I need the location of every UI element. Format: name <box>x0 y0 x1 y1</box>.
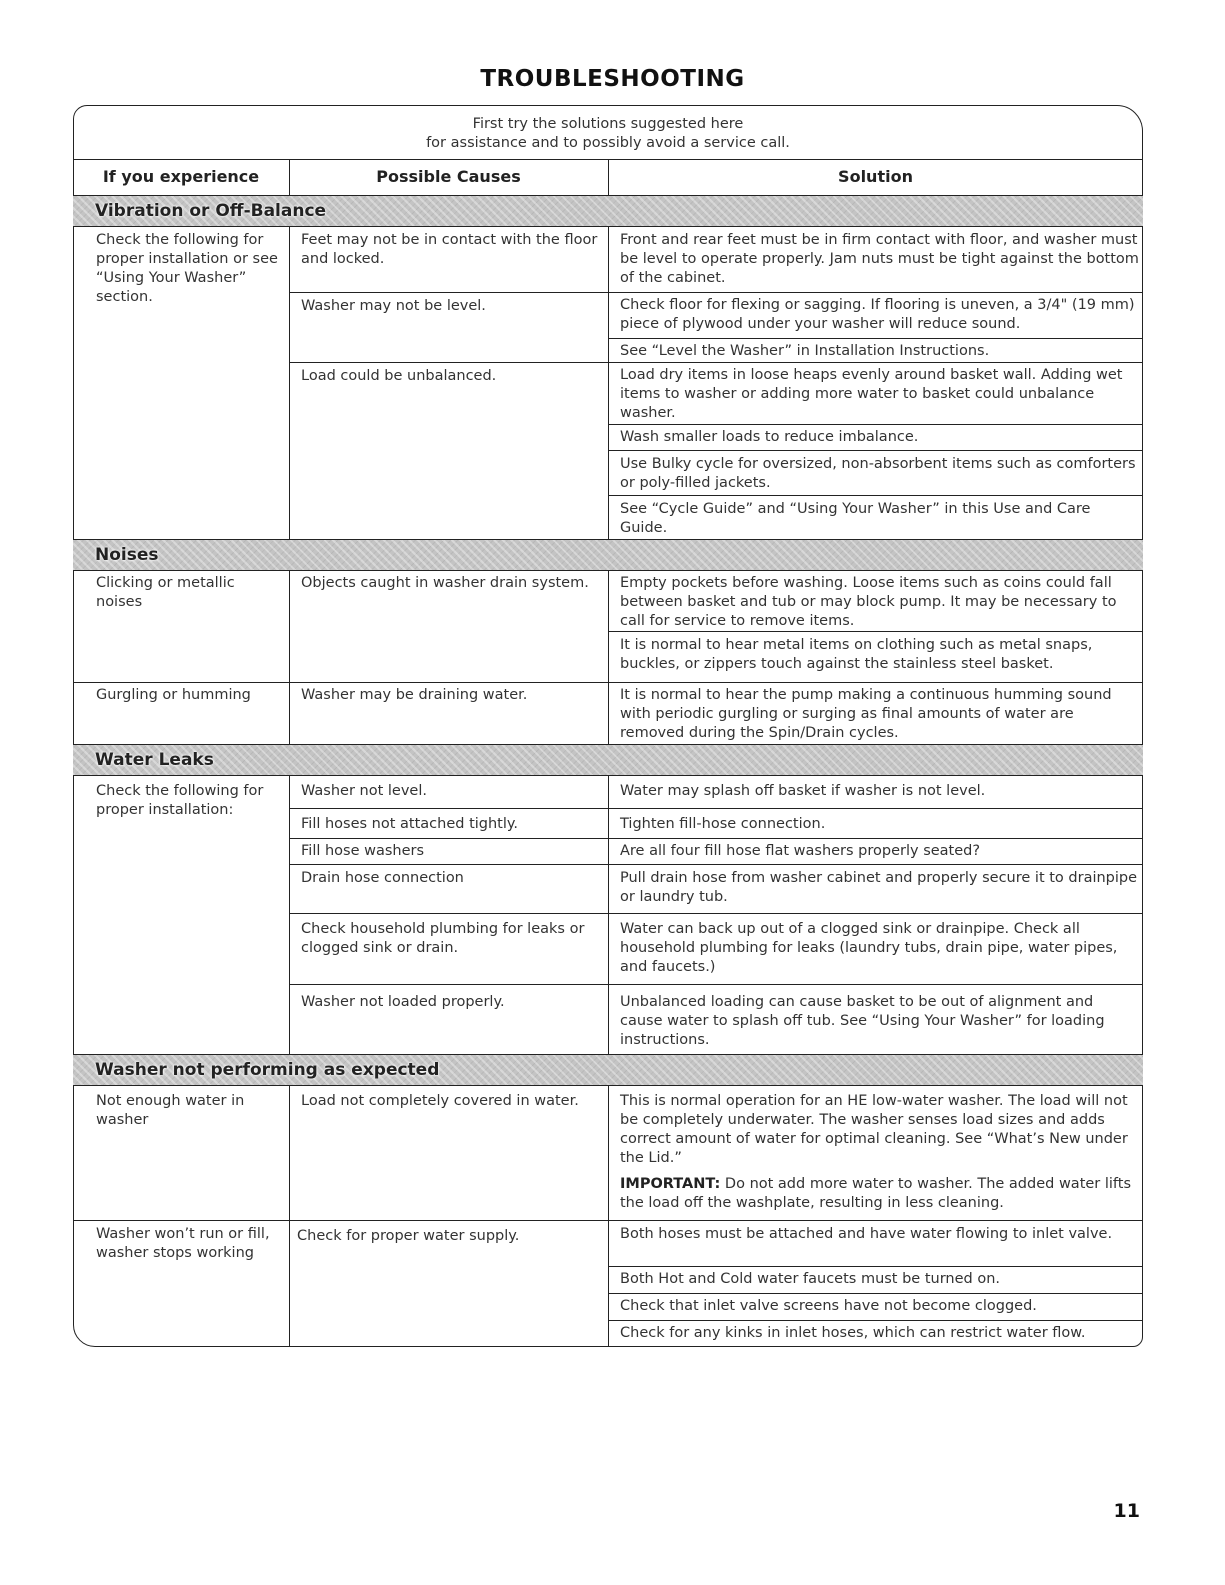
solution-text: This is normal operation for an HE low-water washer. The load will not be completely underwater. The washer senses load sizes and adds correct amount of water for optimal cleaning. See “What’s New under the Lid.” <box>620 1093 1128 1166</box>
col-divider <box>289 1086 290 1347</box>
solution-text: Check floor for flexing or sagging. If flooring is uneven, a 3/4" (19 mm) piece of plywood under your washer will reduce sound. <box>620 297 1135 332</box>
solution-text: See “Cycle Guide” and “Using Your Washer” in this Use and Care Guide. <box>620 501 1091 536</box>
col-divider <box>608 776 609 1054</box>
row-rule <box>608 338 1143 339</box>
experience-text: Check the following for proper installation or see “Using Your Washer” section. <box>96 232 278 305</box>
experience-text: Washer won’t run or fill, washer stops working <box>96 1226 270 1261</box>
cause-text: Fill hose washers <box>301 843 425 859</box>
col-divider <box>289 571 290 744</box>
page-number: 11 <box>1113 1500 1140 1522</box>
col-divider <box>289 159 290 195</box>
cause-text: Drain hose connection <box>301 870 464 886</box>
section-band-leaks <box>73 744 1143 776</box>
solution-text: Wash smaller loads to reduce imbalance. <box>620 429 919 445</box>
solution-text: Are all four fill hose flat washers properly seated? <box>620 843 981 859</box>
important-note <box>620 1175 1140 1213</box>
intro-text <box>73 115 1143 153</box>
row-rule <box>289 808 1143 809</box>
header-solution: Solution <box>838 167 913 186</box>
cause-text: Check for proper water supply. <box>297 1228 520 1244</box>
solution-text: Both Hot and Cold water faucets must be turned on. <box>620 1271 1001 1287</box>
row-rule <box>608 1266 1143 1267</box>
section-band-vibration <box>73 195 1143 227</box>
cause-text: Washer may be draining water. <box>301 687 528 703</box>
row-rule <box>608 450 1143 451</box>
cause-text: Washer not level. <box>301 783 427 799</box>
col-divider <box>608 1086 609 1347</box>
col-divider <box>289 227 290 539</box>
experience-text: Not enough water in washer <box>96 1093 245 1128</box>
solution-text: It is normal to hear the pump making a continuous humming sound with periodic gurgling or surging as final amounts of water are removed during the Spin/Drain cycles. <box>620 687 1112 741</box>
col-divider <box>289 776 290 1054</box>
cause-text: Load could be unbalanced. <box>301 368 497 384</box>
intro-line-1: First try the solutions suggested here <box>472 116 744 132</box>
solution-text: Water can back up out of a clogged sink or drainpipe. Check all household plumbing for leaks (laundry tubs, drain pipe, water pipes, and faucets.) <box>620 921 1118 975</box>
experience-text: Check the following for proper installation: <box>96 783 264 818</box>
solution-text: Check for any kinks in inlet hoses, which can restrict water flow. <box>620 1325 1086 1341</box>
cause-text: Washer not loaded properly. <box>301 994 505 1010</box>
solution-text: Tighten fill-hose connection. <box>620 816 826 832</box>
section-band-noises <box>73 539 1143 571</box>
experience-text: Clicking or metallic noises <box>96 575 235 610</box>
section-title: Water Leaks <box>95 750 214 770</box>
section-title: Vibration or Off-Balance <box>95 201 327 221</box>
solution-text: Pull drain hose from washer cabinet and properly secure it to drainpipe or laundry tub. <box>620 870 1138 905</box>
row-rule <box>289 984 1143 985</box>
row-rule <box>608 1293 1143 1294</box>
cause-text: Fill hoses not attached tightly. <box>301 816 519 832</box>
solution-text: Check that inlet valve screens have not become clogged. <box>620 1298 1037 1314</box>
cause-text: Load not completely covered in water. <box>301 1093 579 1109</box>
solution-text: Load dry items in loose heaps evenly around basket wall. Adding wet items to washer or adding more water to basket could unbalance washer. <box>620 367 1123 421</box>
row-rule <box>73 1220 1143 1221</box>
important-text: Do not add more water to washer. The added water lifts the load off the washplate, resulting in less cleaning. <box>620 1176 1132 1211</box>
col-divider <box>608 159 609 195</box>
section-title: Noises <box>95 545 159 565</box>
col-divider <box>608 571 609 744</box>
solution-text: See “Level the Washer” in Installation Instructions. <box>620 343 990 359</box>
row-rule <box>289 864 1143 865</box>
solution-text: Use Bulky cycle for oversized, non-absorbent items such as comforters or poly-filled jackets. <box>620 456 1136 491</box>
row-rule <box>289 913 1143 914</box>
row-rule <box>289 362 1143 363</box>
cause-text: Washer may not be level. <box>301 298 486 314</box>
intro-line-2: for assistance and to possibly avoid a service call. <box>426 135 790 151</box>
row-rule <box>289 838 1143 839</box>
cause-text: Check household plumbing for leaks or clogged sink or drain. <box>301 921 585 956</box>
solution-text: Front and rear feet must be in firm contact with floor, and washer must be level to operate properly. Jam nuts must be tight against the bottom of the cabinet. <box>620 232 1139 286</box>
row-rule <box>608 424 1143 425</box>
solution-text: It is normal to hear metal items on clothing such as metal snaps, buckles, or zippers touch against the stainless steel basket. <box>620 637 1093 672</box>
page-title: TROUBLESHOOTING <box>480 66 745 92</box>
solution-text: Unbalanced loading can cause basket to be out of alignment and cause water to splash off tub. See “Using Your Washer” for loading instructions. <box>620 994 1105 1048</box>
solution-text: Empty pockets before washing. Loose items such as coins could fall between basket and tub or may block pump. It may be necessary to call for service to remove items. <box>620 575 1117 629</box>
row-rule <box>608 1320 1143 1321</box>
section-title: Washer not performing as expected <box>95 1060 440 1080</box>
header-causes: Possible Causes <box>376 167 521 186</box>
header-experience: If you experience <box>102 167 260 186</box>
col-divider <box>608 227 609 539</box>
solution-text: Water may splash off basket if washer is not level. <box>620 783 986 799</box>
section-band-performing <box>73 1054 1143 1086</box>
solution-text: Both hoses must be attached and have water flowing to inlet valve. <box>620 1226 1113 1242</box>
row-rule <box>289 292 1143 293</box>
row-rule <box>608 495 1143 496</box>
cause-text: Feet may not be in contact with the floor and locked. <box>301 232 598 267</box>
row-rule <box>608 631 1143 632</box>
important-label: IMPORTANT: <box>620 1176 721 1192</box>
row-rule <box>73 682 1143 683</box>
cause-text: Objects caught in washer drain system. <box>301 575 589 591</box>
experience-text: Gurgling or humming <box>96 687 251 703</box>
